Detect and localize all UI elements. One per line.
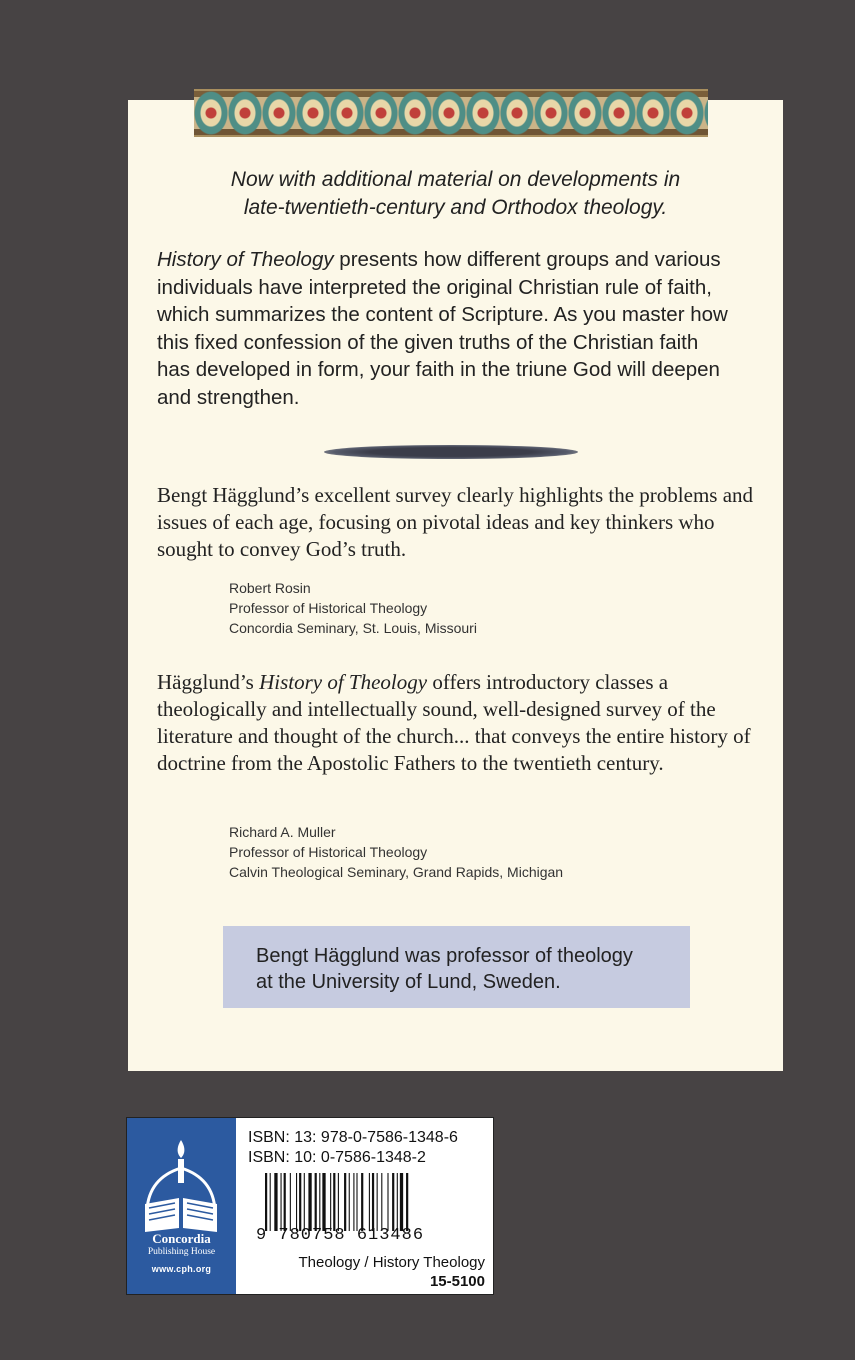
endorser-role: Professor of Historical Theology [229,600,428,616]
publisher-logo-block [127,1118,236,1294]
barcode-bar [361,1173,363,1231]
barcode-bar [274,1173,277,1231]
barcode-bar [381,1173,382,1231]
endorser-org: Calvin Theological Seminary, Grand Rapids, Michigan [229,864,564,880]
divider [324,445,578,459]
barcode [265,1173,450,1231]
barcode-bar [290,1173,291,1231]
quote-text: offers introductory classes a theologically and intellectually sound, well-designed survey of the literature and thought of the church... that conveys the entire history of doctrine from the Apostolic Fathers to the twentieth century. [157,670,751,775]
bio-line-1: Bengt Hägglund was professor of theology [256,945,633,967]
intro-note [128,166,783,222]
isbn-10: ISBN: 10: 0-7586-1348-2 [248,1149,426,1166]
publisher-url: www.cph.org [151,1264,212,1274]
barcode-bar [344,1173,346,1231]
barcode-bar [265,1173,267,1231]
barcode-bar [392,1173,394,1231]
barcode-label [126,1117,494,1295]
barcode-bar [299,1173,301,1231]
endorsement-quote-1: Bengt Hägglund’s excellent survey clearly highlights the problems and issues of each age, focusing on pivotal ideas and key thinkers who sought to convey God’s truth. [157,483,754,561]
product-code: 15-5100 [429,1273,485,1290]
barcode-bar [400,1173,403,1231]
barcode-bar [356,1173,357,1231]
barcode-bar [353,1173,354,1231]
barcode-bar [372,1173,374,1231]
barcode-bar [406,1173,408,1231]
barcode-bar [369,1173,370,1231]
endorsement-attribution-1 [229,578,679,638]
barcode-bar [308,1173,311,1231]
endorsement-quote-2 [157,669,757,777]
subject-category: Theology / History Theology [298,1254,485,1271]
candle-bible-icon [135,1132,227,1242]
barcode-bar [304,1173,305,1231]
back-cover-panel [128,100,783,1071]
ornamental-border [194,89,708,137]
endorser-name: Richard A. Muller [229,824,336,840]
barcode-bar [270,1173,271,1231]
barcode-bar [322,1173,325,1231]
endorser-role: Professor of Historical Theology [229,844,428,860]
barcode-bar [377,1173,378,1231]
barcode-bar [330,1173,331,1231]
quote-prefix: Hägglund’s [157,670,260,694]
publisher-subtitle: Publishing House [147,1247,216,1257]
barcode-bar [349,1173,350,1231]
bio-line-2: at the University of Lund, Sweden. [256,971,561,993]
barcode-bar [397,1173,398,1231]
publisher-name: Concordia [152,1231,211,1246]
barcode-bar [315,1173,317,1231]
barcode-bar [338,1173,339,1231]
isbn-13: ISBN: 13: 978-0-7586-1348-6 [248,1129,458,1146]
barcode-bar [333,1173,335,1231]
barcode-bar [319,1173,320,1231]
endorsement-attribution-2 [229,822,679,882]
book-title: History of Theology [157,248,334,271]
barcode-bar [281,1173,282,1231]
barcode-bar [387,1173,388,1231]
barcode-digits: 9 780758 613486 [256,1226,425,1245]
endorser-org: Concordia Seminary, St. Louis, Missouri [229,620,477,636]
author-bio [256,943,676,995]
endorser-name: Robert Rosin [229,580,311,596]
author-bio-box [223,926,690,1008]
book-description [157,246,737,411]
barcode-bar [296,1173,297,1231]
intro-line-1: Now with additional material on developments in [230,168,681,191]
intro-line-2: late-twentieth-century and Orthodox theology. [243,196,668,219]
description-body: presents how different groups and various individuals have interpreted the original Christian rule of faith, which summarizes the content of Scripture. As you master how this fixed confession of the given truths of the Christian faith has developed in form, your faith in the triune God will deepen and strengthen. [157,248,728,409]
barcode-bar [284,1173,286,1231]
quote-book-title: History of Theology [259,670,428,694]
